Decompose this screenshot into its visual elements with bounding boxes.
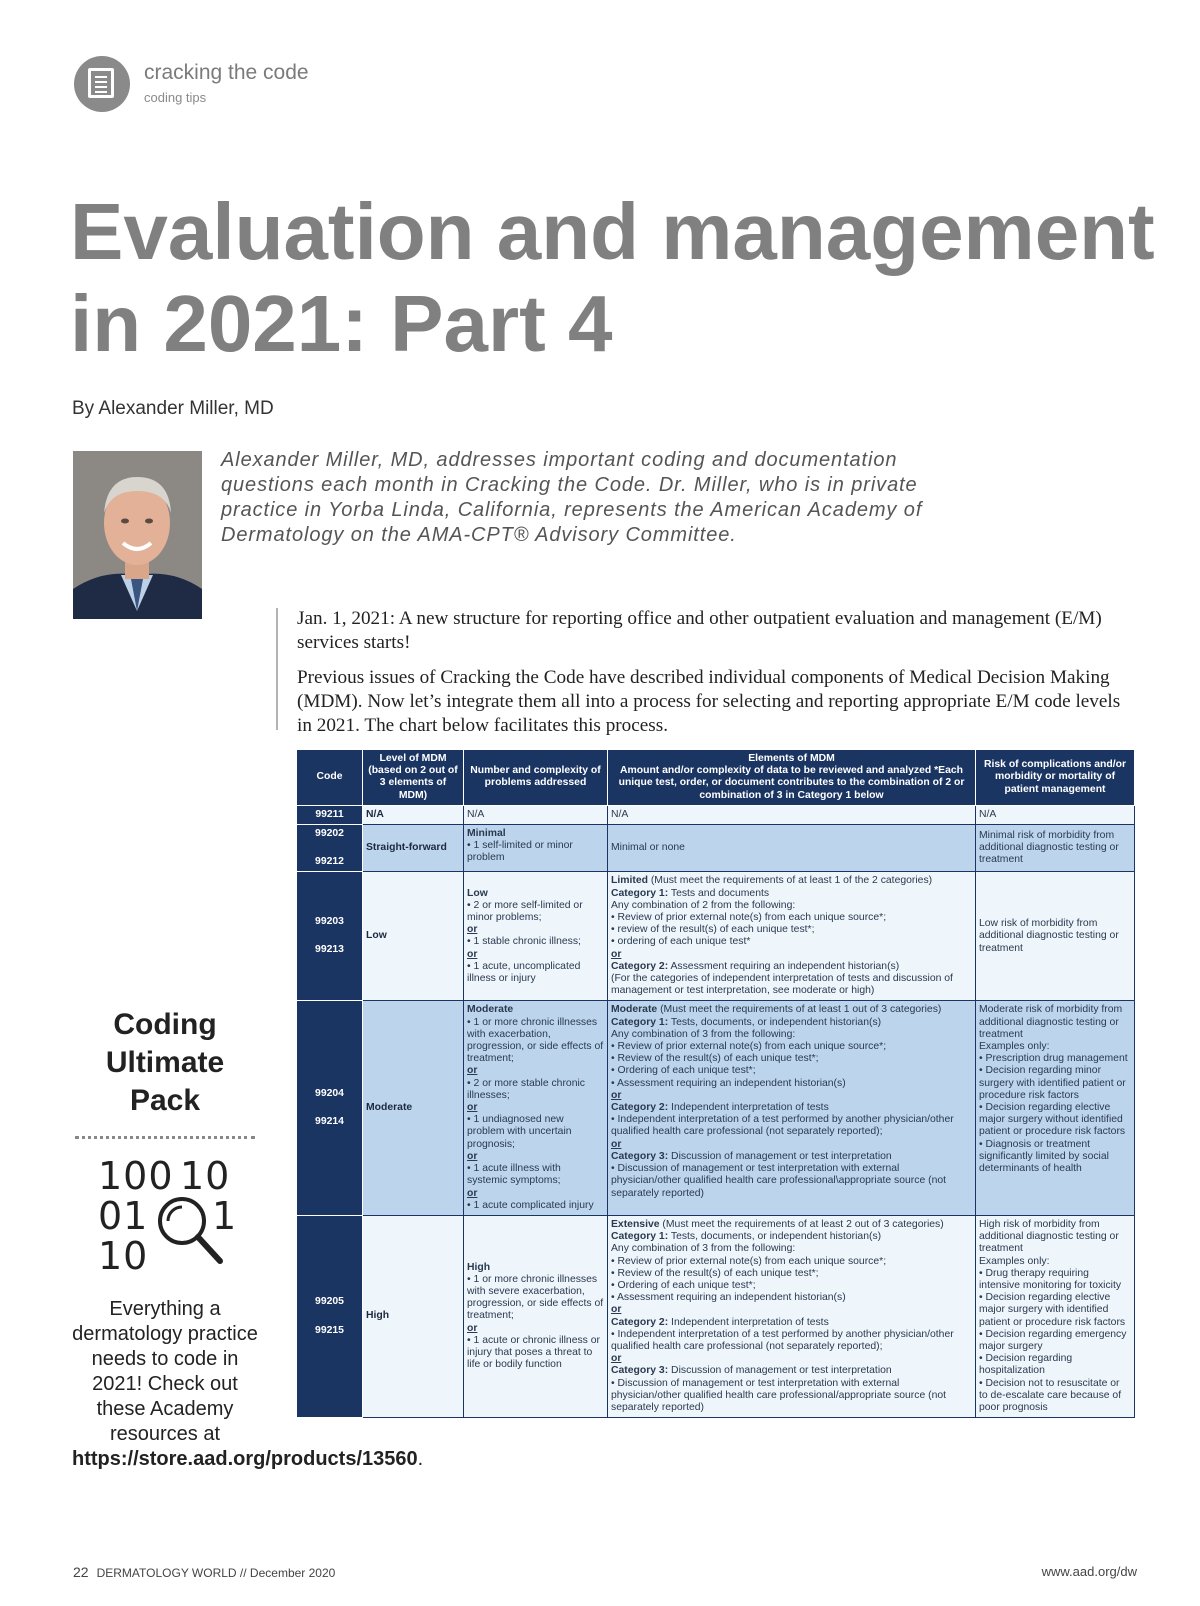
ad-title (72, 1006, 258, 1120)
mdm-level-cell: N/A (363, 805, 464, 824)
mdm-level-cell: Straight-forward (363, 825, 464, 872)
header-code: Code (297, 750, 363, 806)
table-body (297, 805, 1135, 1417)
cell-line: • Diagnosis or treatment significantly limited by social determinants of health (979, 1138, 1112, 1175)
header-elements-title: Elements of MDM (748, 753, 835, 764)
problems-cell (464, 805, 608, 824)
cell-line: • 2 or more self-limited or minor problems; (467, 899, 586, 924)
mdm-level-cell: Moderate (363, 1001, 464, 1215)
cell-line: • Independent interpretation of a test performed by another physician/other qualified health care professional (not separately reported); (611, 1328, 957, 1352)
ad-divider (75, 1136, 255, 1139)
cell-line: • ordering of each unique test* (611, 936, 751, 948)
cell-line: Moderate risk of morbidity from additional diagnostic testing or treatment (979, 1004, 1126, 1040)
cell-line: N/A (979, 808, 997, 820)
cell-line: • Review of prior external note(s) from each unique source*; (611, 1041, 887, 1053)
cell-line: • review of the result(s) of each unique test*; (611, 924, 815, 936)
cell-line: • 1 acute or chronic illness or injury that poses a threat to life or bodily function (467, 1334, 603, 1371)
cell-line: • Review of prior external note(s) from each unique source*; (611, 912, 887, 924)
cell-line: • Decision not to resuscitate or to de-escalate care because of poor prognosis (979, 1377, 1124, 1413)
data-cell (608, 1215, 976, 1417)
ad-body: Everything a dermatology practice needs to code in 2021! Check out these Academy resources at (72, 1298, 258, 1445)
cell-line: Category 2: Independent interpretation of tests (611, 1316, 829, 1328)
binary-text: 1 (212, 1194, 238, 1238)
title-line-1: Evaluation and management (70, 187, 1155, 276)
cell-line: • Review of the result(s) of each unique test*; (611, 1267, 819, 1279)
code-cell (297, 805, 363, 824)
cell-line: or (467, 1187, 478, 1199)
cell-line: • 1 undiagnosed new problem with uncertain prognosis; (467, 1114, 575, 1150)
mdm-level-cell: High (363, 1215, 464, 1417)
footer-publication (73, 1564, 335, 1580)
section-subtitle: coding tips (144, 90, 207, 105)
cell-line: • Assessment requiring an independent historian(s) (611, 1292, 846, 1304)
cell-line: • Ordering of each unique test*; (611, 1065, 756, 1077)
cell-line: Category 3: Discussion of management or test interpretation (611, 1365, 892, 1377)
cell-line: or (467, 924, 478, 936)
ad-period: . (417, 1448, 424, 1470)
table-header-row (297, 750, 1135, 806)
mdm-level-cell: Low (363, 872, 464, 1001)
cell-line: Minimal (467, 828, 506, 840)
code-cell (297, 825, 363, 872)
footer-url[interactable]: www.aad.org/dw (1041, 1564, 1137, 1579)
cell-line: Low risk of morbidity from additional diagnostic testing or treatment (979, 918, 1122, 954)
cell-line: Moderate (467, 1004, 514, 1016)
cell-line: High risk of morbidity from additional diagnostic testing or treatment (979, 1218, 1122, 1255)
data-cell (608, 805, 976, 824)
cell-line: • 1 acute complicated injury (467, 1199, 594, 1211)
cell-line: • Decision regarding emergency major surgery (979, 1328, 1130, 1352)
cell-line: • 1 stable chronic illness; (467, 936, 581, 948)
cell-line: • Discussion of management or test interpretation with external physician/other qualified health care professional\appropriate source (not separately reported) (611, 1163, 949, 1199)
header-problems: Number and complexity of problems addressed (464, 750, 608, 806)
risk-cell (976, 872, 1135, 1001)
cell-line: • Decision regarding hospitalization (979, 1353, 1076, 1377)
header-elements (608, 750, 976, 806)
cell-line: Minimal risk of morbidity from additional diagnostic testing or treatment (979, 829, 1122, 866)
cell-line: Any combination of 2 from the following: (611, 899, 796, 911)
cell-line: Category 1: Tests, documents, or independent historian(s) (611, 1016, 882, 1028)
code-cell (297, 1001, 363, 1215)
cell-line: High (467, 1261, 491, 1273)
intro-paragraph-1: Jan. 1, 2021: A new structure for reporting office and other outpatient evaluation and management (E/M) services starts! (297, 608, 1102, 653)
binary-text: 10 (180, 1154, 231, 1198)
binary-text: 100 (98, 1154, 174, 1198)
problems-cell (464, 825, 608, 872)
problems-cell (464, 1001, 608, 1215)
header-badge (74, 56, 130, 112)
title-line-2: in 2021: Part 4 (70, 279, 613, 368)
table-row (297, 1215, 1135, 1417)
author-photo (73, 451, 202, 619)
cell-line: • 1 or more chronic illnesses with severe exacerbation, progression, or side effects of treatment; (467, 1273, 607, 1322)
cell-line: Low (467, 887, 488, 899)
cell-line: • Assessment requiring an independent historian(s) (611, 1077, 846, 1089)
author-bio: Alexander Miller, MD, addresses important coding and documentation questions each month in Cracking the Code. Dr. Miller, who is in private practice in Yorba Linda, California, represents the American Academy of Dermatology on the AMA-CPT® Advisory Committee. (221, 449, 923, 546)
author-portrait-illustration (73, 451, 202, 619)
cpt-code: 99215 (315, 1324, 344, 1336)
cell-line: Category 2: Independent interpretation of tests (611, 1102, 829, 1114)
cell-line: • Decision regarding elective major surgery without identified patient or procedure risk factors (979, 1102, 1126, 1138)
cell-line: • Independent interpretation of a test performed by another physician/other qualified health care professional (not separately reported); (611, 1114, 957, 1138)
cell-line: Category 1: Tests, documents, or independent historian(s) (611, 1231, 882, 1243)
magnifier-icon (152, 1189, 232, 1275)
cell-line: or (467, 1322, 478, 1334)
cell-line: • Drug therapy requiring intensive monitoring for toxicity (979, 1267, 1122, 1291)
cell-line: • Review of the result(s) of each unique test*; (611, 1053, 819, 1065)
cpt-code: 99205 (315, 1296, 344, 1308)
page-number: 22 (73, 1564, 89, 1580)
ad-title-line: Pack (129, 1084, 201, 1117)
cell-line: or (611, 948, 622, 960)
intro-rule (276, 608, 278, 730)
header-risk: Risk of complications and/or morbidity or mortality of patient management (976, 750, 1135, 806)
problems-cell (464, 872, 608, 1001)
cell-line: Minimal or none (611, 842, 685, 854)
data-cell (608, 872, 976, 1001)
cpt-code: 99204 (315, 1087, 344, 1099)
cell-line: N/A (611, 808, 629, 820)
cell-line: • Prescription drug management (979, 1053, 1128, 1065)
risk-cell (976, 1001, 1135, 1215)
cell-line: Extensive (Must meet the requirements of at least 2 out of 3 categories) (611, 1218, 944, 1230)
data-cell (608, 825, 976, 872)
cell-line: Category 3: Discussion of management or test interpretation (611, 1150, 892, 1162)
cell-line: • Decision regarding elective major surgery with identified patient or procedure risk factors (979, 1292, 1126, 1328)
intro-paragraph-2: Previous issues of Cracking the Code have described individual components of Medical Decision Making (MDM). Now let’s integrate them all into a process for selecting and reporting appropriate E/M code levels in 2021. The chart below facilitates this process. (297, 667, 1121, 736)
binary-text: 10 (98, 1234, 149, 1278)
cell-line: • 2 or more stable chronic illnesses; (467, 1077, 588, 1101)
article-title (70, 186, 1160, 370)
cell-line: • Ordering of each unique test*; (611, 1279, 756, 1291)
cell-line: Moderate (Must meet the requirements of at least 1 out of 3 categories) (611, 1004, 942, 1016)
cell-line: or (611, 1353, 622, 1365)
binary-magnifier-graphic (72, 1153, 258, 1281)
cpt-code: 99203 (315, 916, 344, 928)
cell-line: Any combination of 3 from the following: (611, 1028, 796, 1040)
intro (297, 607, 1122, 749)
cell-line: N/A (467, 808, 485, 820)
cpt-code: 99212 (315, 856, 344, 868)
cell-line: or (611, 1138, 622, 1150)
cell-line: Examples only: (979, 1041, 1050, 1053)
table-row (297, 805, 1135, 824)
cell-line: or (467, 948, 478, 960)
cpt-code: 99213 (315, 944, 344, 956)
cell-line: • 1 or more chronic illnesses with exacerbation, progression, or side effects of treatment; (467, 1016, 607, 1065)
publication-name: DERMATOLOGY WORLD // December 2020 (96, 1566, 336, 1580)
document-icon (88, 68, 114, 98)
mdm-table (296, 749, 1134, 1418)
problems-cell (464, 1215, 608, 1417)
cell-line: or (611, 1304, 622, 1316)
cell-line: Examples only: (979, 1255, 1050, 1267)
byline: By Alexander Miller, MD (72, 398, 274, 419)
cell-line: • Review of prior external note(s) from each unique source*; (611, 1255, 887, 1267)
risk-cell (976, 805, 1135, 824)
table-row (297, 872, 1135, 1001)
binary-text: 01 (98, 1194, 149, 1238)
table-row (297, 825, 1135, 872)
cell-line: or (611, 1089, 622, 1101)
header-elements-desc: Amount and/or complexity of data to be reviewed and analyzed *Each unique test, order, or document contributes to the combination of 2 or combination of 3 in Category 1 below (618, 765, 965, 801)
data-cell (608, 1001, 976, 1215)
cell-line: • 1 acute, uncomplicated illness or injury (467, 960, 584, 985)
cell-line: • 1 acute illness with systemic symptoms; (467, 1163, 564, 1187)
code-cell (297, 872, 363, 1001)
cell-line: or (467, 1150, 478, 1162)
cell-line: Any combination of 3 from the following: (611, 1243, 796, 1255)
cpt-code: 99214 (315, 1116, 344, 1128)
cell-line: • 1 self-limited or minor problem (467, 840, 576, 864)
cpt-code: 99202 (315, 828, 344, 840)
cpt-code: 99211 (315, 808, 344, 820)
header-level: Level of MDM (based on 2 out of 3 elements of MDM) (363, 750, 464, 806)
cell-line: Limited (Must meet the requirements of at least 1 of the 2 categories) (611, 875, 933, 887)
code-cell (297, 1215, 363, 1417)
cell-line: • Discussion of management or test interpretation with external physician/other qualified health care professional/appropriate source (not separately reported) (611, 1377, 949, 1413)
cell-line: Category 2: Assessment requiring an independent historian(s) (611, 960, 900, 972)
cell-line: (For the categories of independent interpretation of tests and discussion of management or test interpretation, see moderate or high) (611, 973, 956, 997)
ad-title-line: Coding (113, 1008, 217, 1041)
cell-line: or (467, 1102, 478, 1114)
ad-link[interactable]: https://store.aad.org/products/13560 (72, 1448, 418, 1470)
risk-cell (976, 825, 1135, 872)
cell-line: or (467, 1065, 478, 1077)
risk-cell (976, 1215, 1135, 1417)
section-title: cracking the code (144, 61, 309, 84)
table-row (297, 1001, 1135, 1215)
ad-title-line: Ultimate (105, 1046, 225, 1079)
cell-line: Category 1: Tests and documents (611, 887, 770, 899)
cell-line: • Decision regarding minor surgery with identified patient or procedure risk factors (979, 1065, 1129, 1101)
